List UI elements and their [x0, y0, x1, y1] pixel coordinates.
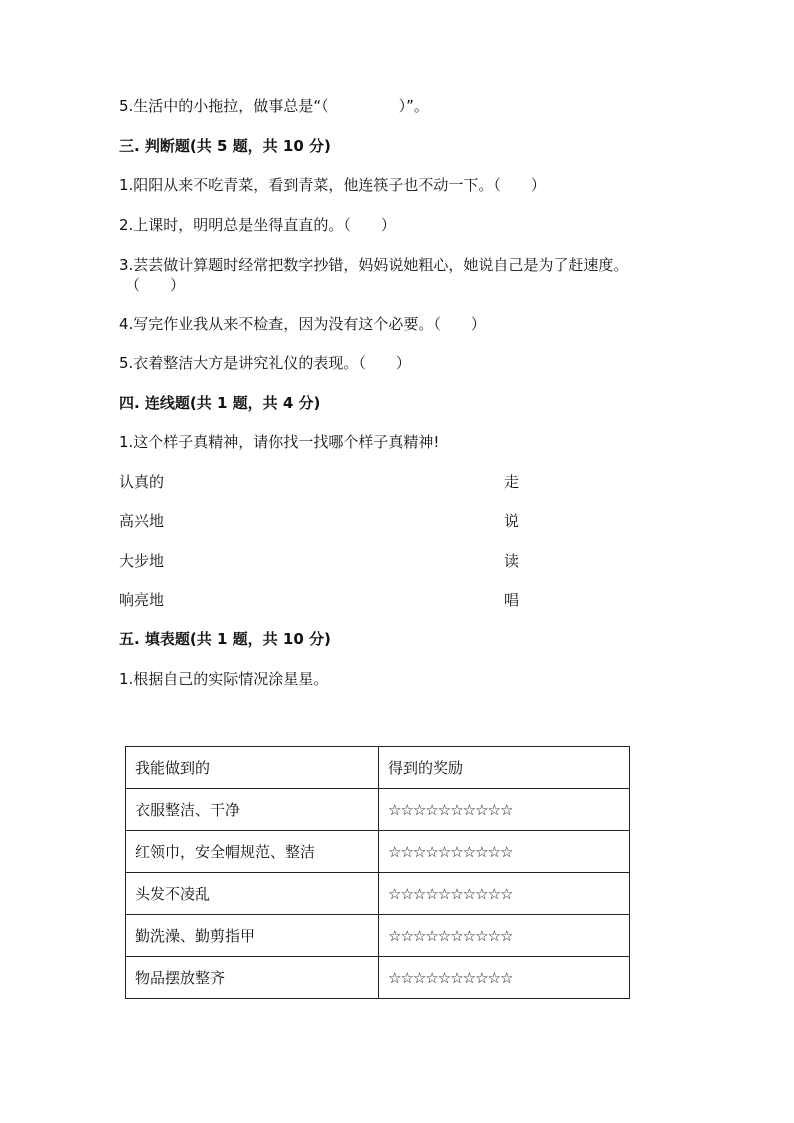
question-tf-3: 3.芸芸做计算题时经常把数字抄错，妈妈说她粗心，她说自己是为了赶速度。 — [119, 256, 629, 274]
table-cell-stars[interactable]: ☆☆☆☆☆☆☆☆☆☆ — [379, 831, 630, 873]
table-header-cell: 得到的奖励 — [379, 747, 630, 789]
section-title-table: 五. 填表题(共 1 题，共 10 分) — [119, 630, 331, 648]
question-text: 5.生活中的小拖拉，做事总是“（ — [119, 97, 329, 115]
matching-left-item[interactable]: 认真的 — [119, 473, 165, 491]
table-cell-behavior: 头发不凌乱 — [126, 873, 379, 915]
question-matching-1: 1.这个样子真精神，请你找一找哪个样子真精神! — [119, 433, 440, 451]
question-tf-3-blank: （ ） — [125, 276, 186, 294]
table-row — [126, 789, 630, 831]
question-tf-1: 1.阳阳从来不吃青菜，看到青菜，他连筷子也不动一下。（ ） — [119, 176, 546, 194]
table-cell-behavior: 衣服整洁、干净 — [126, 789, 379, 831]
table-cell-behavior: 勤洗澡、勤剪指甲 — [126, 915, 379, 957]
table-row — [126, 915, 630, 957]
matching-left-item[interactable]: 大步地 — [119, 552, 165, 570]
table-header-cell: 我能做到的 — [126, 747, 379, 789]
table-header-row — [126, 747, 630, 789]
section-title-true-false: 三. 判断题(共 5 题，共 10 分) — [119, 137, 331, 155]
star-table — [125, 746, 630, 999]
table-cell-behavior: 红领巾，安全帽规范、整洁 — [126, 831, 379, 873]
table-cell-stars[interactable]: ☆☆☆☆☆☆☆☆☆☆ — [379, 873, 630, 915]
table-cell-stars[interactable]: ☆☆☆☆☆☆☆☆☆☆ — [379, 789, 630, 831]
table-row — [126, 873, 630, 915]
section-title-matching: 四. 连线题(共 1 题，共 4 分) — [119, 394, 321, 412]
question-tf-2: 2.上课时，明明总是坐得直直的。（ ） — [119, 216, 396, 234]
matching-right-item[interactable]: 读 — [504, 552, 520, 570]
table-cell-stars[interactable]: ☆☆☆☆☆☆☆☆☆☆ — [379, 957, 630, 999]
question-text: ）”。 — [398, 97, 429, 115]
matching-right-item[interactable]: 走 — [504, 473, 520, 491]
matching-left-item[interactable]: 响亮地 — [119, 591, 165, 609]
question-table-1: 1.根据自己的实际情况涂星星。 — [119, 670, 329, 688]
table-cell-behavior: 物品摆放整齐 — [126, 957, 379, 999]
question-tf-5: 5.衣着整洁大方是讲究礼仪的表现。（ ） — [119, 354, 411, 372]
matching-right-item[interactable]: 唱 — [504, 591, 520, 609]
table-cell-stars[interactable]: ☆☆☆☆☆☆☆☆☆☆ — [379, 915, 630, 957]
question-tf-4: 4.写完作业我从来不检查，因为没有这个必要。（ ） — [119, 315, 486, 333]
question-fill-5 — [119, 96, 429, 116]
table-row — [126, 957, 630, 999]
matching-right-item[interactable]: 说 — [504, 512, 520, 530]
matching-left-item[interactable]: 高兴地 — [119, 512, 165, 530]
table-row — [126, 831, 630, 873]
